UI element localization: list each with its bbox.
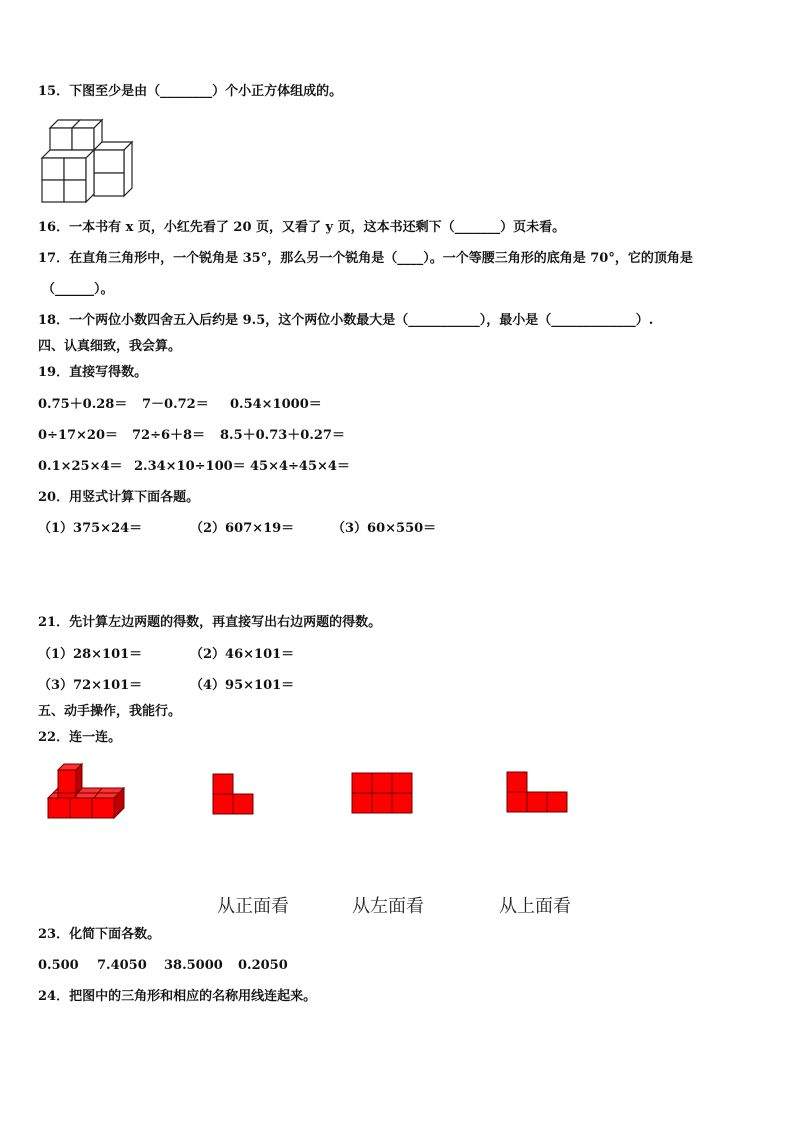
question-16: 16．一本书有 x 页，小红先看了 20 页，又看了 y 页，这本书还剩下（_______）页未看。 [38, 220, 566, 235]
question-19-title: 19．直接写得数。 [38, 365, 148, 380]
q19-row-3 [38, 459, 350, 475]
q19-item: 0.1×25×4＝ [38, 459, 123, 474]
q21-row-1 [38, 647, 294, 663]
red-solid-figure [44, 760, 128, 822]
q19-item: 2.34×10÷100＝ [134, 459, 246, 474]
q23-numbers [38, 958, 288, 974]
q19-item: 45×4÷45×4＝ [250, 459, 350, 474]
q19-item: 0.54×1000＝ [230, 397, 322, 412]
q23-number: 0.500 [38, 958, 79, 973]
q20-item: （2）607×19＝ [190, 521, 295, 536]
q19-item: 0÷17×20＝ [38, 428, 119, 443]
q23-number: 0.2050 [238, 958, 288, 973]
section-4-title: 四、认真细致，我会算。 [38, 339, 182, 354]
q21-row-2 [38, 678, 294, 694]
view-figure-b [351, 772, 415, 814]
q20-item: （3）60×550＝ [332, 521, 437, 536]
q20-item: （1）375×24＝ [38, 521, 143, 536]
view-figure-a [212, 773, 256, 815]
q21-item: （2）46×101＝ [190, 647, 295, 662]
q19-item: 0.75＋0.28＝ [38, 397, 128, 412]
question-21-title: 21．先计算左边两题的得数，再直接写出右边两题的得数。 [38, 615, 382, 630]
q21-item: （3）72×101＝ [38, 678, 143, 693]
q19-item: 8.5＋0.73＋0.27＝ [220, 428, 345, 443]
q21-item: （1）28×101＝ [38, 647, 143, 662]
section-5-title: 五、动手操作，我能行。 [38, 704, 182, 719]
question-22-title: 22．连一连。 [38, 730, 122, 745]
question-17-line1: 17．在直角三角形中，一个锐角是 35°，那么另一个锐角是（____）。一个等腰三角形的底角是 70°，它的顶角是 [38, 251, 693, 266]
q19-row-2 [38, 428, 345, 444]
view-label-front: 从正面看 [217, 896, 289, 917]
question-15: 15．下图至少是由（________）个小正方体组成的。 [38, 84, 343, 99]
question-18: 18．一个两位小数四舍五入后约是 9.5，这个两位小数最大是（___________），最小是（_____________）. [38, 313, 654, 328]
q19-row-1 [38, 397, 322, 413]
cube-stack-figure [38, 114, 138, 206]
question-20-title: 20．用竖式计算下面各题。 [38, 490, 200, 505]
q21-item: （4）95×101＝ [190, 678, 295, 693]
q19-item: 7－0.72＝ [142, 397, 209, 412]
q23-number: 38.5000 [164, 958, 223, 973]
q19-item: 72÷6＋8＝ [132, 428, 206, 443]
view-label-left: 从左面看 [352, 896, 424, 917]
view-label-top: 从上面看 [499, 896, 571, 917]
question-24-title: 24．把图中的三角形和相应的名称用线连起来。 [38, 989, 317, 1004]
q23-number: 7.4050 [97, 958, 147, 973]
q20-items [38, 521, 436, 537]
question-17-line2: （______）。 [42, 282, 114, 297]
question-23-title: 23．化简下面各数。 [38, 927, 161, 942]
view-figure-c [506, 771, 570, 813]
